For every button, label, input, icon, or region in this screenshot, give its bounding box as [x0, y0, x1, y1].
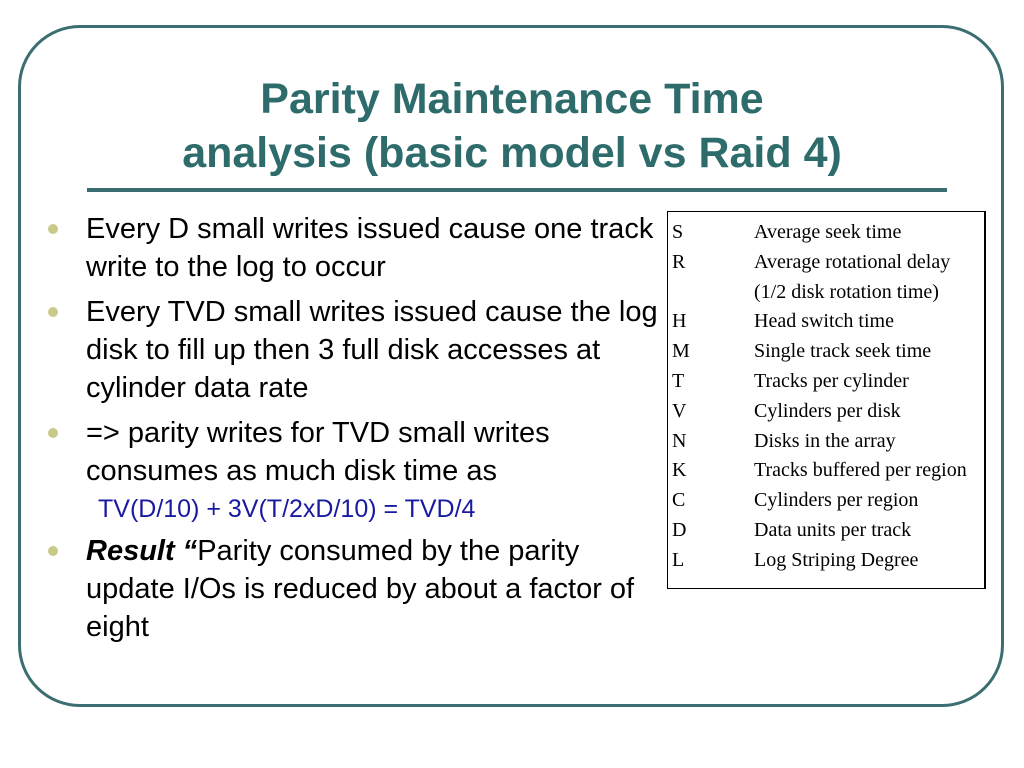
bullet-item	[48, 414, 658, 490]
variable-legend-table	[667, 211, 986, 589]
legend-description: Head switch time	[754, 310, 894, 332]
bullet-dot-icon	[48, 546, 58, 556]
legend-row	[668, 459, 984, 489]
bullet-dot-icon	[48, 224, 58, 234]
legend-symbol: H	[672, 310, 687, 332]
legend-description: Tracks per cylinder	[754, 370, 909, 392]
slide-title-line-1: Parity Maintenance Time	[260, 75, 764, 123]
legend-symbol: D	[672, 519, 687, 541]
legend-description: Disks in the array	[754, 430, 896, 452]
legend-symbol: V	[672, 400, 687, 422]
legend-description: Average seek time	[754, 221, 902, 243]
legend-description: (1/2 disk rotation time)	[754, 281, 939, 303]
legend-symbol: L	[672, 549, 685, 571]
title-underline	[87, 188, 947, 192]
legend-row	[668, 370, 984, 400]
legend-symbol: K	[672, 459, 687, 481]
legend-row	[668, 251, 984, 281]
legend-symbol: C	[672, 489, 686, 511]
legend-description: Single track seek time	[754, 340, 932, 362]
legend-description: Data units per track	[754, 519, 912, 541]
legend-description: Cylinders per disk	[754, 400, 901, 422]
legend-symbol: M	[672, 340, 690, 362]
legend-row	[668, 489, 984, 519]
bullet-item	[48, 293, 658, 407]
bullet-list	[48, 210, 658, 653]
result-text: Parity consumed by the parity update I/Os is reduced by about a factor of eight	[86, 535, 635, 643]
legend-symbol: S	[672, 221, 684, 243]
bullet-text: Every TVD small writes issued cause the log disk to fill up then 3 full disk accesses at cylinder data rate	[86, 296, 658, 404]
legend-row	[668, 430, 984, 460]
formula-line: TV(D/10) + 3V(T/2xD/10) = TVD/4	[98, 495, 476, 523]
slide-title	[40, 72, 984, 180]
bullet-dot-icon	[48, 307, 58, 317]
legend-description: Cylinders per region	[754, 489, 919, 511]
legend-description: Average rotational delay	[754, 251, 951, 273]
legend-row	[668, 281, 984, 311]
legend-row	[668, 310, 984, 340]
result-label: Result “	[86, 535, 198, 567]
legend-description: Log Striping Degree	[754, 549, 919, 571]
legend-row	[668, 400, 984, 430]
bullet-dot-icon	[48, 428, 58, 438]
legend-row	[668, 221, 984, 251]
legend-row	[668, 519, 984, 549]
bullet-item	[48, 210, 658, 286]
bullet-text: Every D small writes issued cause one track write to the log to occur	[86, 213, 654, 283]
bullet-item-result	[48, 532, 658, 646]
legend-description: Tracks buffered per region	[754, 459, 967, 481]
bullet-text: => parity writes for TVD small writes consumes as much disk time as	[86, 417, 550, 487]
legend-row	[668, 340, 984, 370]
legend-symbol: R	[672, 251, 686, 273]
legend-symbol: T	[672, 370, 685, 392]
slide-title-line-2: analysis (basic model vs Raid 4)	[182, 129, 842, 177]
legend-row	[668, 549, 984, 579]
legend-symbol: N	[672, 430, 687, 452]
